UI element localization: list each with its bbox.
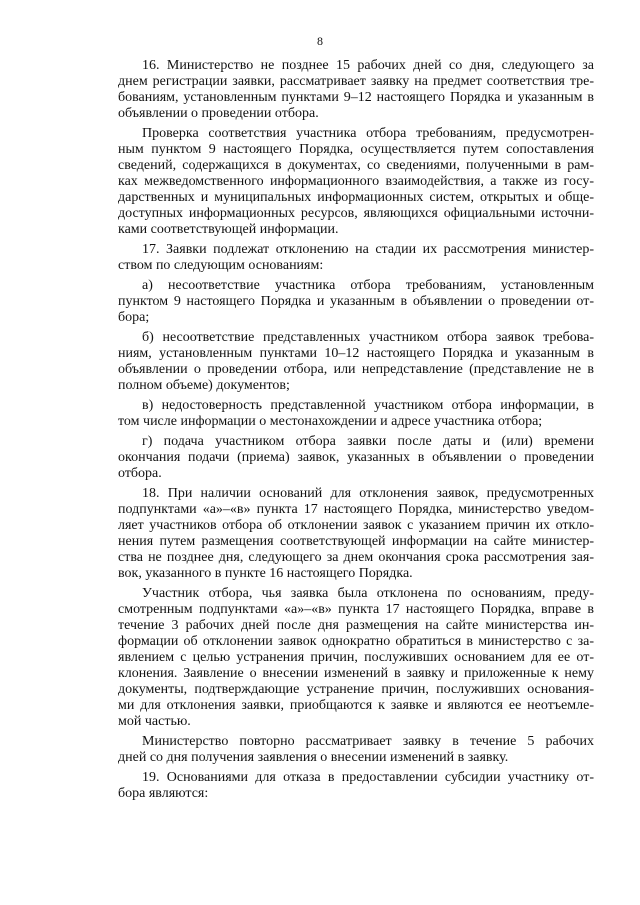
text-line: нения путем размещения соответствующей информации на сайте министер- bbox=[118, 534, 594, 549]
text-line: смотренным подпунктами «а»–«в» пункта 17 настоящего Порядка, вправе в bbox=[118, 602, 594, 617]
text-line: б) несоответствие представленных участником отбора заявок требова- bbox=[142, 330, 594, 345]
text-line: ниям, установленным пунктами 10–12 настоящего Порядка и указанным в bbox=[118, 346, 594, 361]
text-line: подпунктами «а»–«в» пункта 17 настоящего Порядка, министерство уведом- bbox=[118, 502, 594, 517]
paragraph-p18-participant bbox=[118, 586, 594, 730]
paragraph-p17-g bbox=[118, 434, 594, 482]
text-line: пунктом 9 настоящего Порядка и указанным в объявлении о проведении от- bbox=[118, 294, 594, 309]
text-line: бора являются: bbox=[118, 786, 209, 801]
text-line: бованиям, установленным пунктами 9–12 настоящего Порядка и указанным в bbox=[118, 90, 594, 105]
text-line: в) недостоверность представленной участником отбора информации, в bbox=[142, 398, 594, 413]
text-line: ством по следующим основаниям: bbox=[118, 258, 324, 273]
text-line: бора; bbox=[118, 310, 150, 325]
paragraph-p19 bbox=[118, 770, 594, 802]
text-line: Министерство повторно рассматривает заявку в течение 5 рабочих bbox=[142, 734, 594, 749]
text-line: окончания подачи (приема) заявок, указанных в объявлении о проведении bbox=[118, 450, 594, 465]
text-line: 18. При наличии оснований для отклонения заявок, предусмотренных bbox=[142, 486, 594, 501]
text-line: дней со дня получения заявления о внесении изменений в заявку. bbox=[118, 750, 509, 765]
text-line: объявлении о проведении отбора. bbox=[118, 106, 319, 121]
text-line: вок, указанного в пункте 16 настоящего Порядка. bbox=[118, 566, 413, 581]
paragraph-p16-check bbox=[118, 126, 594, 238]
document-body bbox=[118, 58, 594, 806]
text-line: Проверка соответствия участника отбора требованиям, предусмотрен- bbox=[142, 126, 594, 141]
text-line: формации об отклонении заявок однократно обратиться в министерство с за- bbox=[118, 634, 594, 649]
text-line: отбора. bbox=[118, 466, 162, 481]
text-line: 16. Министерство не позднее 15 рабочих дней со дня, следующего за bbox=[142, 58, 594, 73]
paragraph-p17-b bbox=[118, 330, 594, 394]
text-line: ляет участников отбора об отклонении заявок с указанием причин их откло- bbox=[118, 518, 594, 533]
paragraph-p17 bbox=[118, 242, 594, 274]
text-line: доступных информационных ресурсов, являющихся официальными источни- bbox=[118, 206, 594, 221]
text-line: документы, подтверждающие устранение причин, послуживших основания- bbox=[118, 682, 594, 697]
text-line: г) подача участником отбора заявки после даты и (или) времени bbox=[142, 434, 594, 449]
paragraph-p16 bbox=[118, 58, 594, 122]
text-line: дарственных и муниципальных информационных систем, открытых и обще- bbox=[118, 190, 594, 205]
text-line: объявлении о проведении отбора, или непредставление (представление не в bbox=[118, 362, 594, 377]
text-line: 17. Заявки подлежат отклонению на стадии их рассмотрения министер- bbox=[142, 242, 594, 257]
paragraph-p18-ministry bbox=[118, 734, 594, 766]
text-line: явлением с целью устранения причин, послуживших основанием для ее от- bbox=[118, 650, 594, 665]
text-line: 19. Основаниями для отказа в предоставлении субсидии участнику от- bbox=[142, 770, 594, 785]
text-line: ным пунктом 9 настоящего Порядка, осуществляется путем сопоставления bbox=[118, 142, 594, 157]
paragraph-p17-v bbox=[118, 398, 594, 430]
text-line: течение 3 рабочих дней после дня размещения на сайте министерства ин- bbox=[118, 618, 594, 633]
text-line: ках межведомственного информационного взаимодействия, а также из госу- bbox=[118, 174, 594, 189]
text-line: ми для отклонения заявки, приобщаются к заявке и являются ее неотъемле- bbox=[118, 698, 594, 713]
text-line: Участник отбора, чья заявка была отклонена по основаниям, преду- bbox=[142, 586, 594, 601]
text-line: том числе информации о местонахождении и адресе участника отбора; bbox=[118, 414, 543, 429]
text-line: ками соответствующей информации. bbox=[118, 222, 339, 237]
text-line: клонения. Заявление о внесении изменений в заявку и приложенные к нему bbox=[118, 666, 594, 681]
text-line: сведений, содержащихся в документах, со сведениями, полученными в рам- bbox=[118, 158, 594, 173]
paragraph-p17-a bbox=[118, 278, 594, 326]
page-number: 8 bbox=[317, 34, 323, 48]
paragraph-gap bbox=[118, 802, 594, 806]
text-line: мой частью. bbox=[118, 714, 191, 729]
text-line: полном объеме) документов; bbox=[118, 378, 290, 393]
text-line: днем регистрации заявки, рассматривает заявку на предмет соответствия тре- bbox=[118, 74, 594, 89]
text-line: а) несоответствие участника отбора требованиям, установленным bbox=[142, 278, 594, 293]
text-line: ства не позднее дня, следующего за днем окончания срока рассмотрения зая- bbox=[118, 550, 594, 565]
paragraph-p18 bbox=[118, 486, 594, 582]
